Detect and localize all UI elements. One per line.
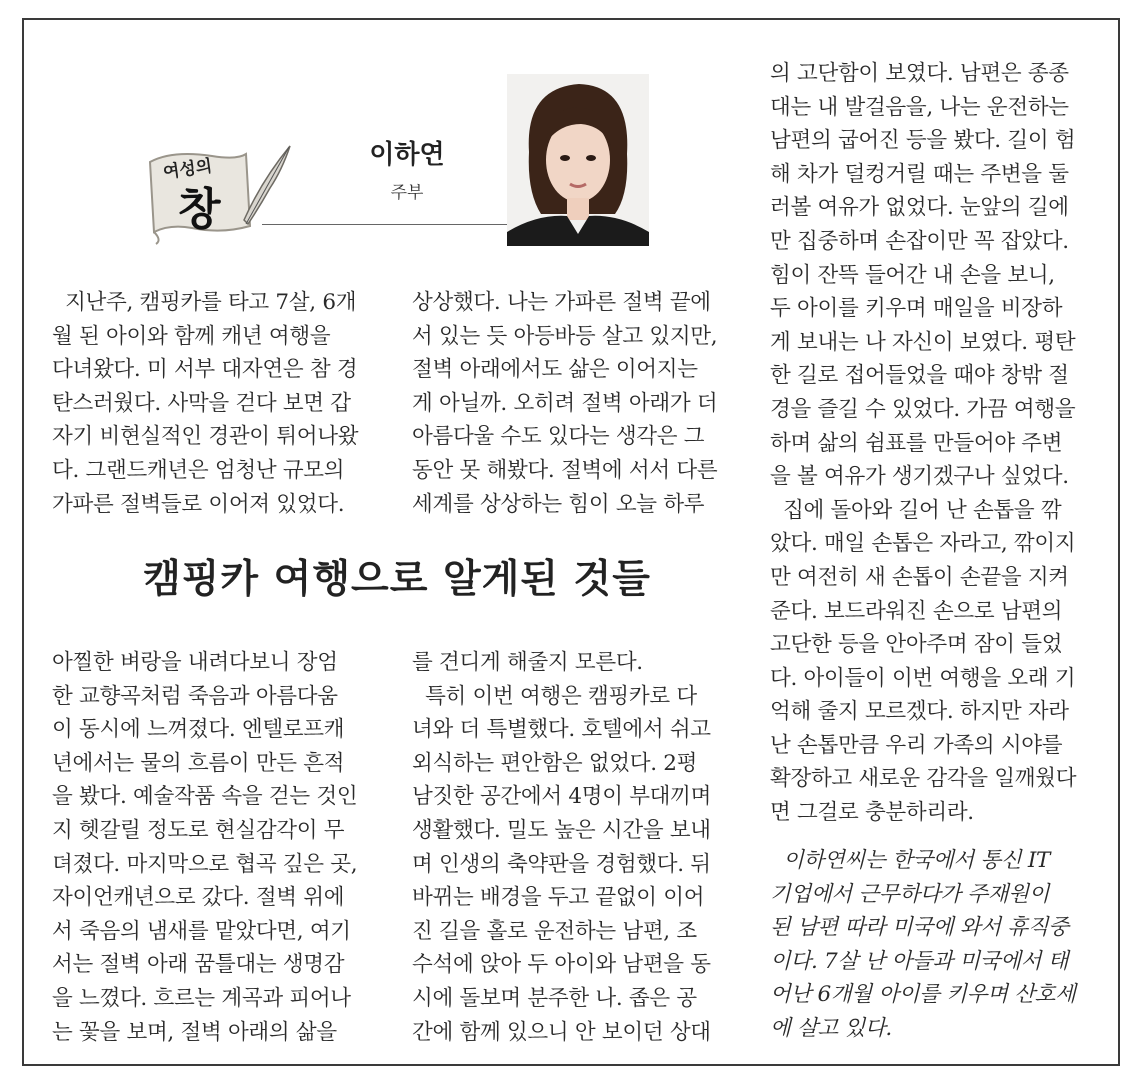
- body-line: 집에 돌아와 길어 난 손톱을 깎: [770, 497, 1062, 523]
- series-logo-small-text: 여성의: [161, 156, 214, 183]
- body-line: 서 있는 듯 아등바등 살고 있지만,: [412, 323, 718, 349]
- body-line: 를 견디게 해줄지 모른다.: [412, 650, 643, 675]
- body-line: 탄스러웠다. 사막을 걷다 보면 갑: [52, 390, 351, 416]
- bio-line: 에 살고 있다.: [770, 1015, 892, 1041]
- body-line: 며 인생의 축약판을 경험했다. 뒤: [412, 851, 711, 877]
- body-line: 았다. 매일 손톱은 자라고, 깎이지: [770, 531, 1076, 557]
- body-line: 시에 돌보며 분주한 나. 좁은 공: [412, 985, 697, 1011]
- series-logo: [142, 140, 292, 250]
- body-line: 게 아닐까. 오히려 절벽 아래가 더: [412, 390, 718, 416]
- body-line: 고단한 등을 안아주며 잠이 들었: [770, 632, 1063, 658]
- author-bio: [770, 844, 1105, 1046]
- body-line: 수석에 앉아 두 아이와 남편을 동: [412, 952, 711, 978]
- body-line: 진 길을 홀로 운전하는 남편, 조: [412, 918, 697, 944]
- body-line: 한 교향곡처럼 죽음과 아름다움: [52, 683, 338, 709]
- body-line: 이 동시에 느껴졌다. 엔텔로프캐: [52, 717, 345, 743]
- body-line: 난 손톱만큼 우리 가족의 시야를: [770, 732, 1063, 758]
- body-line: 해 차가 덜컹거릴 때는 주변을 둘: [770, 161, 1069, 187]
- body-line: 다. 그랜드캐년은 엄청난 규모의: [52, 457, 345, 483]
- body-line: 남편의 굽어진 등을 봤다. 길이 험: [770, 128, 1076, 154]
- body-line: 서 죽음의 냄새를 맡았다면, 여기: [52, 918, 351, 944]
- body-line: 다. 아이들이 이번 여행을 오래 기: [770, 665, 1076, 691]
- body-line: 생활했다. 밀도 높은 시간을 보내: [412, 817, 711, 843]
- body-line: 아찔한 벼랑을 내려다보니 장엄: [52, 650, 338, 675]
- body-line: 만 여전히 새 손톱이 손끝을 지켜: [770, 564, 1069, 590]
- body-line: 간에 함께 있으니 안 보이던 상대: [412, 1019, 711, 1045]
- body-line: 억해 줄지 모르겠다. 하지만 자라: [770, 699, 1069, 725]
- body-line: 대는 내 발걸음을, 나는 운전하는: [770, 94, 1069, 120]
- body-line: 지난주, 캠핑카를 타고 7살, 6개: [52, 290, 357, 315]
- author-name: 이하연: [369, 140, 445, 170]
- body-line: 게 보내는 나 자신이 보였다. 평탄: [770, 329, 1076, 355]
- body-line: 아름다울 수도 있다는 생각은 그: [412, 424, 705, 450]
- body-line: 면 그걸로 충분하리라.: [770, 800, 974, 826]
- body-column-1-top: [52, 286, 382, 521]
- body-line: 외식하는 편안함은 없었다. 2평: [412, 750, 698, 776]
- body-line: 두 아이를 키우며 매일을 비장하: [770, 296, 1063, 322]
- body-line: 동안 못 해봤다. 절벽에 서서 다른: [412, 457, 718, 483]
- author-role: 주부: [390, 183, 424, 203]
- body-line: 지 헷갈릴 정도로 현실감각이 무: [52, 817, 345, 843]
- body-line: 는 꽃을 보며, 절벽 아래의 삶을: [52, 1019, 337, 1045]
- series-logo-big-text: 창: [178, 184, 221, 235]
- quill-paper-icon: [142, 140, 292, 250]
- body-line: 남짓한 공간에서 4명이 부대끼며: [412, 784, 712, 810]
- body-line: 상상했다. 나는 가파른 절벽 끝에: [412, 290, 711, 315]
- body-line: 하며 삶의 쉼표를 만들어야 주변: [770, 430, 1063, 456]
- body-line: 서는 절벽 아래 꿈틀대는 생명감: [52, 952, 345, 978]
- body-line: 을 느꼈다. 흐르는 계곡과 피어나: [52, 985, 351, 1011]
- body-line: 다녀왔다. 미 서부 대자연은 참 경: [52, 357, 358, 383]
- body-line: 을 볼 여유가 생기겠구나 싶었다.: [770, 464, 1069, 490]
- body-line: 만 집중하며 손잡이만 꼭 잡았다.: [770, 228, 1069, 254]
- body-line: 경을 즐길 수 있었다. 가끔 여행을: [770, 396, 1076, 422]
- body-line: 뎌졌다. 마지막으로 협곡 깊은 곳,: [52, 851, 358, 877]
- body-line: 준다. 보드라워진 손으로 남편의: [770, 598, 1063, 624]
- body-line: 바뀌는 배경을 두고 끝없이 이어: [412, 885, 705, 911]
- body-column-1-bottom: [52, 646, 382, 1049]
- body-column-2-bottom: [412, 646, 742, 1049]
- header-divider: [262, 224, 508, 225]
- body-line: 한 길로 접어들었을 때야 창밖 절: [770, 363, 1069, 389]
- body-column-3: [770, 57, 1105, 830]
- bio-line: 어난 6개월 아이를 키우며 산호세: [770, 982, 1076, 1008]
- bio-line: 이하연씨는 한국에서 통신 IT: [770, 848, 1051, 873]
- body-line: 세계를 상상하는 힘이 오늘 하루: [412, 491, 705, 517]
- body-line: 자이언캐년으로 갔다. 절벽 위에: [52, 885, 345, 911]
- body-column-2-top: [412, 286, 742, 521]
- bio-line: 이다. 7살 난 아들과 미국에서 태: [770, 948, 1069, 974]
- body-line: 가파른 절벽들로 이어져 있었다.: [52, 491, 345, 517]
- body-line: 확장하고 새로운 감각을 일깨웠다: [770, 766, 1077, 792]
- bio-line: 된 남편 따라 미국에 와서 휴직중: [770, 915, 1069, 941]
- bio-line: 기업에서 근무하다가 주재원이: [770, 881, 1050, 907]
- portrait-image: [507, 74, 649, 246]
- author-portrait: [507, 74, 649, 246]
- body-line: 힘이 잔뜩 들어간 내 손을 보니,: [770, 262, 1055, 288]
- body-line: 년에서는 물의 흐름이 만든 흔적: [52, 750, 345, 776]
- article-headline: 캠핑카 여행으로 알게된 것들: [143, 556, 651, 602]
- body-line: 자기 비현실적인 경관이 튀어나왔: [52, 424, 359, 450]
- body-line: 의 고단함이 보였다. 남편은 종종: [770, 61, 1069, 86]
- body-line: 특히 이번 여행은 캠핑카로 다: [412, 683, 697, 709]
- body-line: 월 된 아이와 함께 캐년 여행을: [52, 323, 331, 349]
- body-line: 을 봤다. 예술작품 속을 걷는 것인: [52, 784, 358, 810]
- body-line: 절벽 아래에서도 삶은 이어지는: [412, 357, 698, 383]
- body-line: 녀와 더 특별했다. 호텔에서 쉬고: [412, 717, 711, 743]
- body-line: 러볼 여유가 없었다. 눈앞의 길에: [770, 195, 1069, 221]
